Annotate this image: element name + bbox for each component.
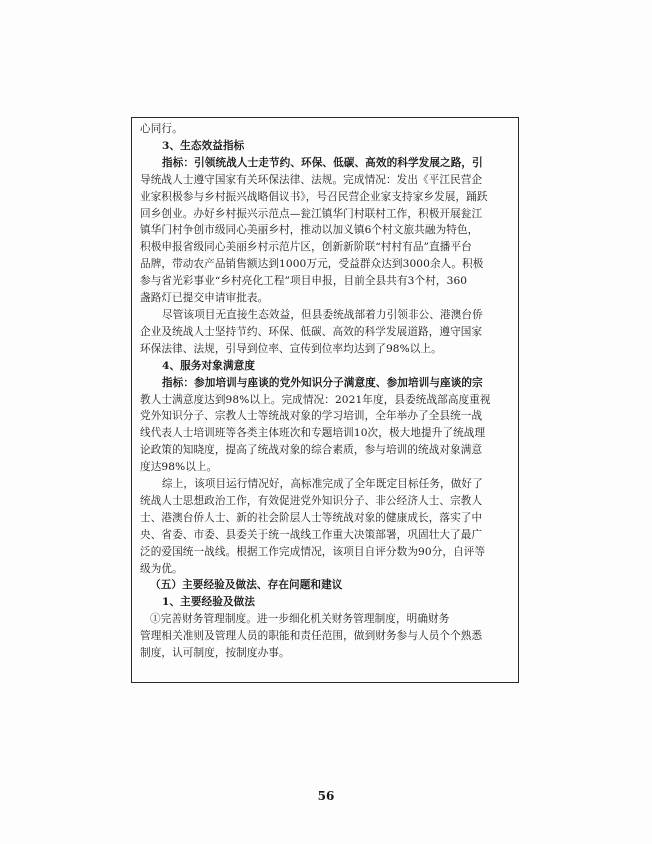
text-line: 度达98%以上。 — [140, 461, 218, 474]
text-line: 回乡创业。办好乡村振兴示范点—瓮江镇华门村联村工作，积极开展瓮江 — [140, 207, 483, 220]
heading-line: 4、服务对象满意度 — [162, 359, 256, 372]
text-line: 环保法律、法规，引导到位率、宣传到位率均达到了98%以上。 — [140, 342, 442, 355]
heading-line: （五）主要经验及做法、存在问题和建议 — [150, 579, 343, 592]
text-line: 士、港澳台侨人士、新的社会阶层人士等统战对象的健康成长，落实了中 — [140, 511, 483, 524]
text-line: 盏路灯已提交申请审批表。 — [140, 292, 269, 305]
text-line: 统战人士思想政治工作，有效促进党外知识分子、非公经济人士、宗教人 — [140, 494, 483, 507]
text-line: 教人士满意度达到98%以上。完成情况：2021年度，县委统战部高度重视 — [140, 393, 491, 406]
heading-line: 1、主要经验及做法 — [162, 596, 256, 609]
text-line: 镇华门村争创市级同心美丽乡村，推动以加义镇6个村文旅共融为特色， — [140, 224, 479, 237]
heading-line: 指标：参加培训与座谈的党外知识分子满意度、参加培训与座谈的宗 — [162, 376, 483, 389]
heading-line: 指标：引领统战人士走节约、环保、低碳、高效的科学发展之路，引 — [162, 156, 483, 169]
text-line: 央、省委、市委、县委关于统一战线工作重大决策部署，巩固壮大了最广 — [140, 528, 483, 541]
text-line: 积极申报省级同心美丽乡村示范片区，创新新阶联“村村有品”直播平台 — [140, 241, 472, 254]
text-line: 制度，认可制度，按制度办事。 — [140, 647, 290, 660]
text-line: 企业及统战人士坚持节约、环保、低碳、高效的科学发展道路，遵守国家 — [140, 325, 483, 338]
heading-line: 3、生态效益指标 — [162, 139, 245, 152]
text-line: 论政策的知晓度，提高了统战对象的综合素质，参与培训的统战对象满意 — [140, 444, 483, 457]
text-line: 尽管该项目无直接生态效益，但县委统战部着力引领非公、港澳台侨 — [162, 308, 483, 321]
text-line: 综上，该项目运行情况好，高标准完成了全年既定目标任务，做好了 — [162, 478, 483, 491]
text-line: 参与省光彩事业“乡村亮化工程”项目申报，目前全县共有3个村，360 — [140, 275, 468, 288]
text-line: 级为优。 — [140, 562, 183, 575]
text-line: 心同行。 — [140, 123, 183, 135]
text-line: 业家积极参与乡村振兴战略倡议书》，号召民营企业家支持家乡发展，踊跃 — [140, 190, 488, 203]
text-line: 线代表人士培训班等各类主体班次和专题培训10次，极大地提升了统战理 — [140, 427, 486, 440]
text-line: 泛的爱国统一战线。根据工作完成情况，该项目自评分数为90分，自评等 — [140, 545, 486, 558]
text-line: 品牌，带动农产品销售额达到1000万元，受益群众达到3000余人。积极 — [140, 258, 484, 271]
text-line: 管理相关准则及管理人员的职能和责任范围，做到财务参与人员个个熟悉 — [140, 630, 483, 643]
text-line: 党外知识分子、宗教人士等统战对象的学习培训，全年举办了全县统一战 — [140, 410, 483, 423]
text-line: 导统战人士遵守国家有关环保法律、法规。完成情况：发出《平江民营企 — [140, 173, 483, 186]
page-number: 56 — [317, 789, 335, 803]
text-frame — [131, 117, 519, 683]
text-line: ①完善财务管理制度。进一步细化机关财务管理制度，明确财务 — [150, 613, 450, 626]
